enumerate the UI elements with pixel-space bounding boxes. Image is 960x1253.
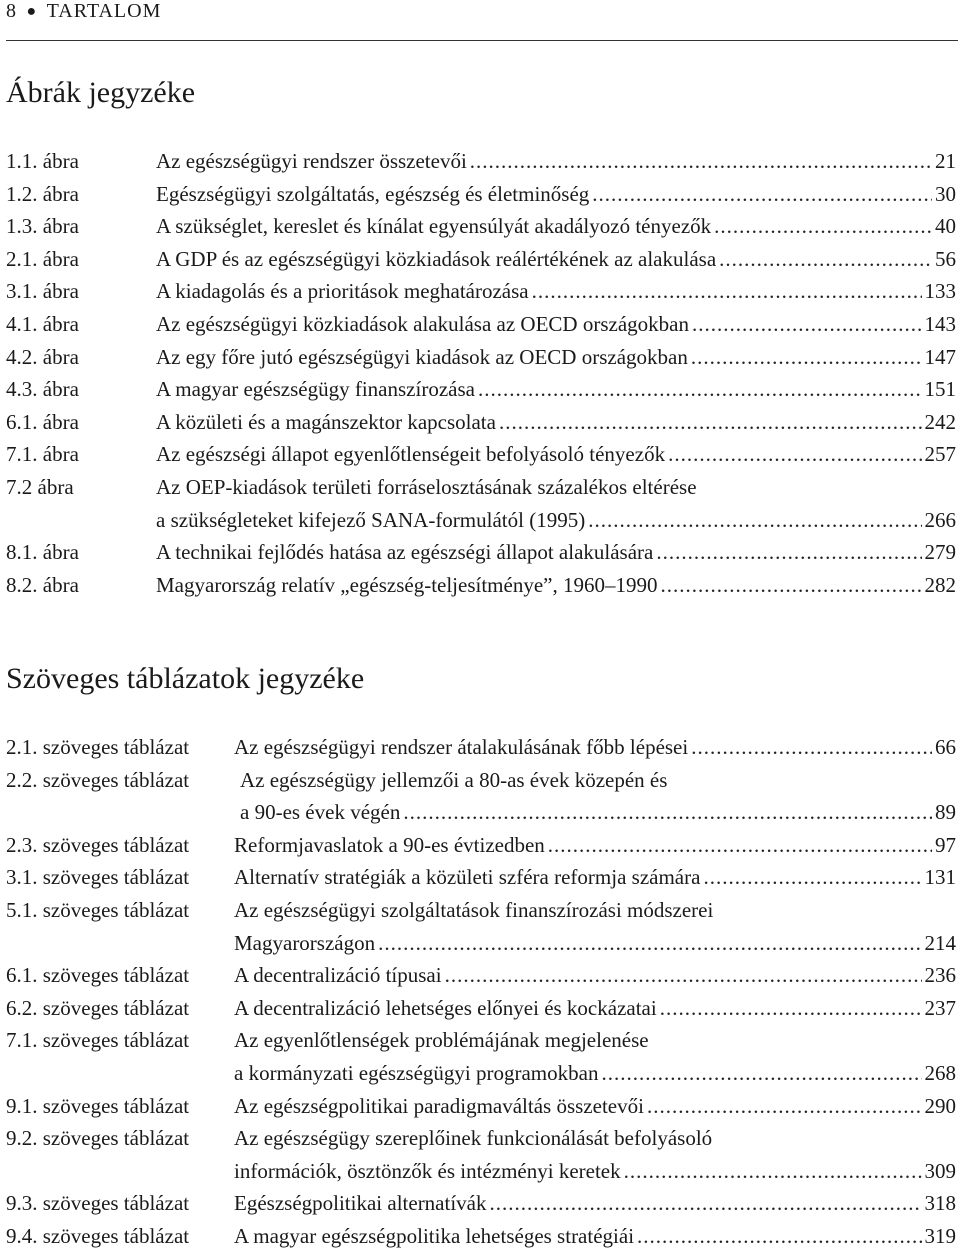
- entry-title-line: A decentralizáció lehetséges előnyei és kockázatai: [234, 995, 657, 1020]
- entry-title-line: a kormányzati egészségügyi programokban: [234, 1060, 599, 1085]
- entry-label: 4.2. ábra: [6, 344, 79, 369]
- toc-entry: [6, 308, 956, 341]
- page-reference: 290: [924, 1093, 956, 1118]
- toc-entry: [6, 536, 956, 569]
- dot-leader: [719, 243, 932, 276]
- entry-label: 4.3. ábra: [6, 377, 79, 402]
- dot-leader: [403, 796, 932, 829]
- entry-final-line: [156, 308, 956, 341]
- toc-entry: [6, 471, 956, 536]
- entry-body: [156, 373, 956, 406]
- entry-title-line: Az egészségügyi szolgáltatások finanszírozási módszerei: [234, 897, 714, 922]
- page-reference: 309: [924, 1158, 956, 1183]
- entry-final-line: [156, 536, 956, 569]
- toc-entry: [6, 959, 956, 992]
- entry-title-line: Magyarországon: [234, 930, 376, 955]
- page-reference: 30: [935, 181, 956, 206]
- page-reference: 319: [924, 1223, 956, 1248]
- entry-title-line: a szükségleteket kifejező SANA-formulától (1995): [156, 507, 586, 532]
- entry-body: [156, 438, 956, 471]
- toc-entry: [6, 275, 956, 308]
- entry-title-line: A technikai fejlődés hatása az egészségi állapot alakulására: [156, 540, 654, 565]
- entry-body: [156, 275, 956, 308]
- entry-final-line: [156, 569, 956, 602]
- toc-entry: [6, 373, 956, 406]
- entry-title-line: Az egyenlőtlenségek problémájának megjelenése: [234, 1028, 649, 1053]
- dot-leader: [588, 504, 921, 537]
- entry-final-line: [234, 1220, 956, 1253]
- entry-title-line: információk, ösztönzők és intézményi keretek: [234, 1158, 621, 1183]
- entry-final-line: [240, 796, 956, 829]
- dot-leader: [703, 861, 921, 894]
- entry-body: [156, 308, 956, 341]
- dot-leader: [691, 731, 932, 764]
- page-reference: 257: [924, 442, 956, 467]
- page-reference: 56: [935, 246, 956, 271]
- tables-section-title: Szöveges táblázatok jegyzéke: [6, 662, 365, 695]
- entry-label: 6.2. szöveges táblázat: [6, 995, 190, 1020]
- page-reference: 151: [924, 377, 956, 402]
- dot-leader: [532, 275, 922, 308]
- dot-leader: [637, 1220, 921, 1253]
- toc-entry: [6, 1024, 956, 1089]
- entry-body: [234, 1024, 956, 1089]
- page-reference: 282: [924, 572, 956, 597]
- entry-title-line: A decentralizáció típusai: [234, 963, 442, 988]
- figures-list: [6, 145, 956, 601]
- entry-label: 1.2. ábra: [6, 181, 79, 206]
- page-reference: 279: [924, 540, 956, 565]
- entry-label: 2.2. szöveges táblázat: [6, 767, 190, 792]
- toc-entry: [6, 243, 956, 276]
- entry-body: [234, 861, 956, 894]
- entry-final-line: [234, 992, 956, 1025]
- dot-leader: [478, 373, 922, 406]
- entry-body: [234, 1090, 956, 1123]
- entry-title-line: Alternatív stratégiák a közületi szféra reformja számára: [234, 865, 701, 890]
- entry-title-line: Az egészségügyi rendszer összetevői: [156, 149, 467, 173]
- entry-label: 5.1. szöveges táblázat: [6, 897, 190, 922]
- toc-entry: [6, 1220, 956, 1253]
- entry-title-line: A GDP és az egészségügyi közkiadások reálértékének az alakulása: [156, 246, 717, 271]
- page-reference: 66: [935, 735, 956, 759]
- entry-title-line: A kiadagolás és a prioritások meghatározása: [156, 279, 529, 304]
- entry-label: 3.1. szöveges táblázat: [6, 865, 190, 890]
- figures-section-title: Ábrák jegyzéke: [6, 76, 196, 109]
- page-reference: 214: [924, 930, 956, 955]
- entry-title-line: A szükséglet, kereslet és kínálat egyensúlyát akadályozó tényezők: [156, 214, 712, 239]
- dot-leader: [660, 569, 921, 602]
- toc-entry: [6, 210, 956, 243]
- entry-final-line: [156, 341, 956, 374]
- entry-title-line: Magyarország relatív „egészség-teljesítménye”, 1960–1990: [156, 572, 658, 597]
- entry-body: [234, 959, 956, 992]
- entry-body: [234, 1122, 956, 1187]
- bullet-separator: ●: [26, 2, 37, 20]
- toc-entry: [6, 145, 956, 178]
- entry-final-line: [234, 1090, 956, 1123]
- entry-label: 7.1. ábra: [6, 442, 79, 467]
- entry-label: 9.4. szöveges táblázat: [6, 1223, 190, 1248]
- entry-final-line: [156, 243, 956, 276]
- toc-entry: [6, 438, 956, 471]
- toc-entry: [6, 764, 956, 829]
- page-reference: 133: [924, 279, 956, 304]
- dot-leader: [668, 438, 921, 471]
- dot-leader: [656, 536, 921, 569]
- dot-leader: [660, 992, 922, 1025]
- entry-label: 3.1. ábra: [6, 279, 79, 304]
- entry-final-line: [156, 178, 956, 211]
- page-number: 8: [6, 0, 17, 22]
- entry-label: 1.1. ábra: [6, 149, 79, 173]
- page-reference: 40: [935, 214, 956, 239]
- dot-leader: [490, 1187, 922, 1220]
- dot-leader: [692, 308, 922, 341]
- entry-body: [234, 894, 956, 959]
- entry-body: [156, 471, 956, 536]
- entry-body: [156, 243, 956, 276]
- entry-title-line: Az egy főre jutó egészségügyi kiadások az OECD országokban: [156, 344, 688, 369]
- entry-title-line: A közületi és a magánszektor kapcsolata: [156, 409, 496, 434]
- entry-body: [156, 145, 956, 178]
- toc-entry: [6, 569, 956, 602]
- entry-label: 2.1. ábra: [6, 246, 79, 271]
- entry-body: [234, 764, 956, 829]
- entry-body: [234, 829, 956, 862]
- toc-entry: [6, 829, 956, 862]
- entry-body: [156, 406, 956, 439]
- dot-leader: [470, 145, 932, 178]
- entry-final-line: [234, 959, 956, 992]
- entry-final-line: [156, 275, 956, 308]
- dot-leader: [601, 1057, 921, 1090]
- page-reference: 21: [935, 149, 956, 173]
- entry-final-line: [156, 373, 956, 406]
- dot-leader: [548, 829, 932, 862]
- entry-label: 6.1. szöveges táblázat: [6, 963, 190, 988]
- page-reference: 318: [924, 1191, 956, 1216]
- entry-label: 9.2. szöveges táblázat: [6, 1126, 190, 1151]
- entry-final-line: [156, 438, 956, 471]
- dot-leader: [691, 341, 922, 374]
- dot-leader: [624, 1155, 922, 1188]
- entry-title-line: Az egészségügy jellemzői a 80-as évek közepén és: [240, 767, 668, 792]
- entry-final-line: [156, 210, 956, 243]
- entry-final-line: [156, 145, 956, 178]
- entry-label: 9.1. szöveges táblázat: [6, 1093, 190, 1118]
- page-reference: 242: [924, 409, 956, 434]
- entry-title-line: Az egészségügy szereplőinek funkcionálását befolyásoló: [234, 1126, 713, 1151]
- entry-final-line: [234, 1057, 956, 1090]
- page-reference: 89: [935, 800, 956, 825]
- entry-title-line: Reformjavaslatok a 90-es évtizedben: [234, 832, 545, 857]
- entry-label: 7.1. szöveges táblázat: [6, 1028, 190, 1053]
- tables-list: [6, 731, 956, 1253]
- toc-entry: [6, 178, 956, 211]
- entry-title-line: a 90-es évek végén: [240, 800, 401, 825]
- entry-body: [234, 1187, 956, 1220]
- entry-label: 4.1. ábra: [6, 311, 79, 336]
- entry-body: [156, 178, 956, 211]
- page-reference: 97: [935, 832, 956, 857]
- entry-body: [156, 569, 956, 602]
- running-head-section: TARTALOM: [46, 0, 162, 22]
- entry-title-line: Az egészségügyi rendszer átalakulásának főbb lépései: [234, 735, 689, 759]
- entry-title-line: Az egészségügyi közkiadások alakulása az OECD országokban: [156, 311, 689, 336]
- toc-entry: [6, 1187, 956, 1220]
- toc-entry: [6, 1122, 956, 1187]
- entry-final-line: [156, 504, 956, 537]
- entry-body: [156, 536, 956, 569]
- entry-label: 8.1. ábra: [6, 540, 79, 565]
- dot-leader: [647, 1090, 922, 1123]
- toc-entry: [6, 406, 956, 439]
- entry-body: [156, 210, 956, 243]
- entry-final-line: [156, 406, 956, 439]
- entry-label: 9.3. szöveges táblázat: [6, 1191, 190, 1216]
- page-reference: 143: [924, 311, 956, 336]
- dot-leader: [378, 927, 921, 960]
- dot-leader: [592, 178, 932, 211]
- dot-leader: [714, 210, 932, 243]
- toc-entry: [6, 1090, 956, 1123]
- entry-final-line: [234, 731, 956, 764]
- page-reference: 131: [924, 865, 956, 890]
- entry-title-line: A magyar egészségpolitika lehetséges stratégiái: [234, 1223, 635, 1248]
- entry-label: 1.3. ábra: [6, 214, 79, 239]
- entry-title-line: A magyar egészségügy finanszírozása: [156, 377, 475, 402]
- header-rule: [6, 40, 958, 41]
- entry-final-line: [234, 1187, 956, 1220]
- entry-body: [234, 992, 956, 1025]
- page-reference: 237: [924, 995, 956, 1020]
- entry-body: [234, 731, 956, 764]
- entry-final-line: [234, 861, 956, 894]
- page-reference: 268: [924, 1060, 956, 1085]
- toc-entry: [6, 341, 956, 374]
- dot-leader: [499, 406, 922, 439]
- toc-entry: [6, 992, 956, 1025]
- entry-title-line: Egészségügyi szolgáltatás, egészség és életminőség: [156, 181, 590, 206]
- entry-label: 2.3. szöveges táblázat: [6, 832, 190, 857]
- entry-final-line: [234, 829, 956, 862]
- entry-title-line: Az egészségi állapot egyenlőtlenségeit befolyásoló tényezők: [156, 442, 666, 467]
- entry-title-line: Az egészségpolitikai paradigmaváltás összetevői: [234, 1093, 644, 1118]
- entry-body: [156, 341, 956, 374]
- toc-entry: [6, 861, 956, 894]
- page-reference: 147: [924, 344, 956, 369]
- entry-body: [234, 1220, 956, 1253]
- entry-label: 6.1. ábra: [6, 409, 79, 434]
- running-head: [6, 0, 161, 23]
- entry-final-line: [234, 927, 956, 960]
- dot-leader: [445, 959, 922, 992]
- page-reference: 236: [924, 963, 956, 988]
- entry-title-line: Az OEP-kiadások területi forráselosztásának százalékos eltérése: [156, 474, 697, 499]
- entry-title-line: Egészségpolitikai alternatívák: [234, 1191, 487, 1216]
- toc-entry: [6, 894, 956, 959]
- page-reference: 266: [924, 507, 956, 532]
- entry-final-line: [234, 1155, 956, 1188]
- entry-label: 2.1. szöveges táblázat: [6, 735, 190, 759]
- entry-label: 8.2. ábra: [6, 572, 79, 597]
- entry-label: 7.2 ábra: [6, 474, 74, 499]
- toc-entry: [6, 731, 956, 764]
